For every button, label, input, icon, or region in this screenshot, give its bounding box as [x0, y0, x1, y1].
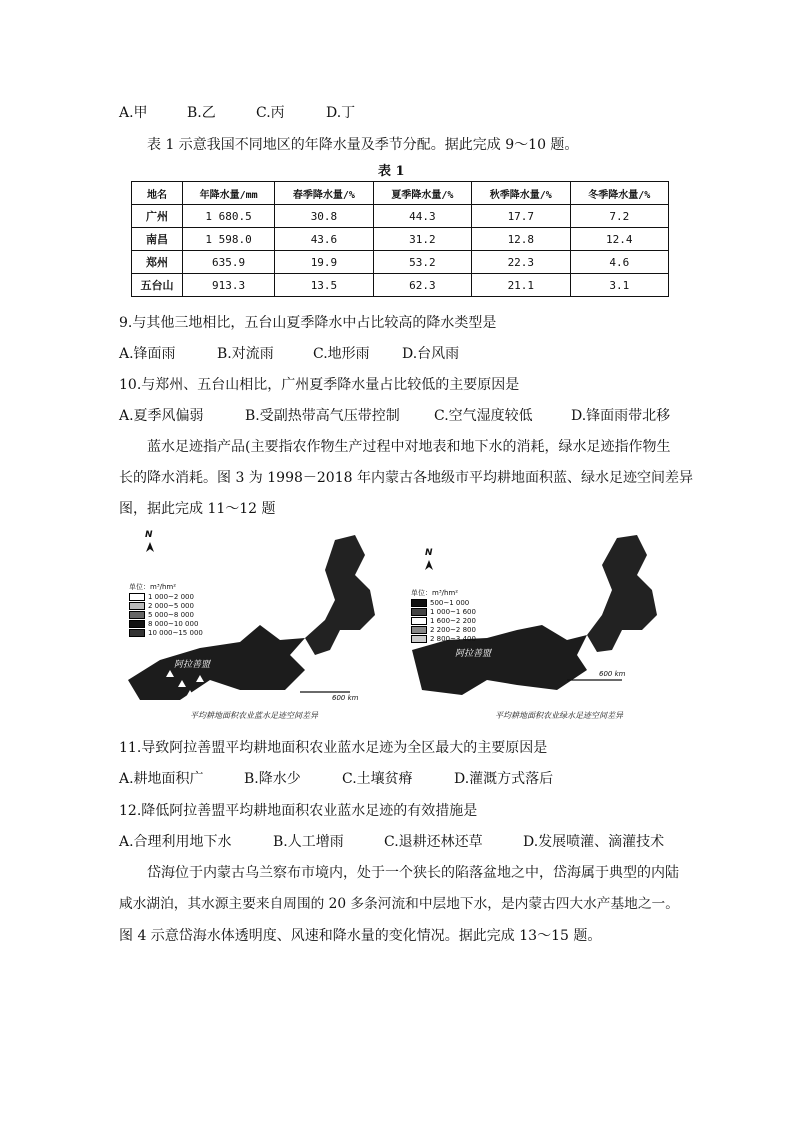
precipitation-table — [131, 181, 669, 297]
q9-stem: 9.与其他三地相比，五台山夏季降水中占比较高的降水类型是 — [119, 315, 497, 331]
table-cell: 南昌 — [132, 228, 183, 251]
q9-option-d: D.台风雨 — [402, 346, 460, 362]
region-label: 阿拉善盟 — [455, 649, 492, 659]
q11-option-d: D.灌溉方式落后 — [454, 771, 554, 787]
q10-option-c: C.空气湿度较低 — [434, 408, 533, 424]
table-row — [132, 205, 669, 228]
q8-option-b: B.乙 — [187, 105, 216, 121]
q11-option-b: B.降水少 — [244, 771, 301, 787]
passage3-line1: 岱海位于内蒙古乌兰察布市境内，处于一个狭长的陷落盆地之中，岱海属于典型的内陆 — [147, 865, 679, 881]
table-cell: 44.3 — [373, 205, 471, 228]
blue-water-footprint-map — [120, 530, 395, 725]
passage2-line2: 长的降水消耗。图 3 为 1998－2018 年内蒙古各地级市平均耕地面积蓝、绿水足迹空间差异 — [119, 470, 693, 486]
legend-title: 单位：m³/hm² — [129, 583, 177, 591]
table-cell: 19.9 — [275, 251, 373, 274]
legend-item: 2 000~5 000 — [129, 601, 203, 610]
q10-stem: 10.与郑州、五台山相比，广州夏季降水量占比较低的主要原因是 — [119, 377, 520, 393]
table-cell: 913.3 — [183, 274, 275, 297]
table-cell: 17.7 — [472, 205, 570, 228]
map-right-caption: 平均耕地面积农业绿水足迹空间差异 — [495, 711, 623, 720]
green-water-footprint-map — [407, 530, 672, 725]
legend-item: 500~1 000 — [411, 598, 476, 607]
q11-option-a: A.耕地面积广 — [119, 771, 204, 787]
table-cell: 12.4 — [570, 228, 668, 251]
q9-option-c: C.地形雨 — [313, 346, 370, 362]
legend-item: 8 000~10 000 — [129, 619, 203, 628]
north-label: N — [145, 530, 153, 540]
table-header: 地名 — [132, 182, 183, 205]
passage2-line3: 图，据此完成 11～12 题 — [119, 501, 276, 517]
q9-options — [119, 345, 459, 363]
q12-option-b: B.人工增雨 — [273, 834, 344, 850]
table-cell: 郑州 — [132, 251, 183, 274]
legend-item: 2 200~2 800 — [411, 625, 476, 634]
map-left-caption: 平均耕地面积农业蓝水足迹空间差异 — [190, 711, 318, 720]
scale-label: 600 km — [599, 670, 626, 678]
table-cell: 1 598.0 — [183, 228, 275, 251]
q12-option-d: D.发展喷灌、滴灌技术 — [523, 834, 665, 850]
table-header: 年降水量/mm — [183, 182, 275, 205]
table-caption: 表 1 — [378, 164, 405, 179]
table-cell: 13.5 — [275, 274, 373, 297]
north-label: N — [425, 548, 433, 558]
q11-option-c: C.土壤贫瘠 — [342, 771, 413, 787]
q12-option-c: C.退耕还林还草 — [384, 834, 483, 850]
passage3-line3: 图 4 示意岱海水体透明度、风速和降水量的变化情况。据此完成 13～15 题。 — [119, 928, 602, 944]
table-cell: 4.6 — [570, 251, 668, 274]
q10-option-a: A.夏季风偏弱 — [119, 408, 204, 424]
table-row — [132, 228, 669, 251]
table-cell: 635.9 — [183, 251, 275, 274]
table-row — [132, 251, 669, 274]
q12-options — [119, 833, 664, 851]
map-right-legend — [411, 588, 476, 643]
table-intro: 表 1 示意我国不同地区的年降水量及季节分配。据此完成 9～10 题。 — [147, 137, 579, 153]
table-cell: 3.1 — [570, 274, 668, 297]
table-cell: 53.2 — [373, 251, 471, 274]
table-cell: 62.3 — [373, 274, 471, 297]
legend-item: 1 600~2 200 — [411, 616, 476, 625]
map-left-legend — [129, 582, 203, 637]
q8-options — [119, 104, 355, 122]
q11-options — [119, 770, 553, 788]
q9-option-b: B.对流雨 — [217, 346, 274, 362]
legend-item: 2 800~3 400 — [411, 634, 476, 643]
q10-option-d: D.锋面雨带北移 — [571, 408, 671, 424]
table-header-row — [132, 182, 669, 205]
table-cell: 22.3 — [472, 251, 570, 274]
table-row — [132, 274, 669, 297]
table-cell: 12.8 — [472, 228, 570, 251]
legend-item: 1 000~2 000 — [129, 592, 203, 601]
legend-item: 10 000~15 000 — [129, 628, 203, 637]
q9-option-a: A.锋面雨 — [119, 346, 176, 362]
q12-option-a: A.合理利用地下水 — [119, 834, 232, 850]
table-cell: 7.2 — [570, 205, 668, 228]
passage3-line2: 咸水湖泊，其水源主要来自周围的 20 多条河流和中层地下水，是内蒙古四大水产基地之一。 — [119, 896, 679, 912]
table-cell: 43.6 — [275, 228, 373, 251]
region-east — [305, 535, 375, 655]
legend-title: 单位：m³/hm² — [411, 589, 459, 597]
q11-stem: 11.导致阿拉善盟平均耕地面积农业蓝水足迹为全区最大的主要原因是 — [119, 740, 548, 756]
q8-option-a: A.甲 — [119, 105, 148, 121]
passage2-line1: 蓝水足迹指产品(主要指农作物生产过程中对地表和地下水的消耗，绿水足迹指作物生 — [147, 439, 671, 455]
q10-options — [119, 407, 670, 425]
table-cell: 1 680.5 — [183, 205, 275, 228]
table-cell: 31.2 — [373, 228, 471, 251]
north-arrow-icon — [425, 560, 433, 570]
q8-option-c: C.丙 — [256, 105, 285, 121]
q10-option-b: B.受副热带高气压带控制 — [245, 408, 400, 424]
table-cell: 广州 — [132, 205, 183, 228]
table-header: 冬季降水量/% — [570, 182, 668, 205]
region-east — [587, 535, 657, 652]
q12-stem: 12.降低阿拉善盟平均耕地面积农业蓝水足迹的有效措施是 — [119, 803, 478, 819]
region-label: 阿拉善盟 — [174, 660, 211, 670]
scale-label: 600 km — [332, 694, 359, 702]
legend-item: 5 000~8 000 — [129, 610, 203, 619]
table-cell: 21.1 — [472, 274, 570, 297]
north-arrow-icon — [146, 542, 154, 552]
table-cell: 30.8 — [275, 205, 373, 228]
q8-option-d: D.丁 — [326, 105, 356, 121]
legend-item: 1 000~1 600 — [411, 607, 476, 616]
table-header: 夏季降水量/% — [373, 182, 471, 205]
table-header: 秋季降水量/% — [472, 182, 570, 205]
table-cell: 五台山 — [132, 274, 183, 297]
table-header: 春季降水量/% — [275, 182, 373, 205]
